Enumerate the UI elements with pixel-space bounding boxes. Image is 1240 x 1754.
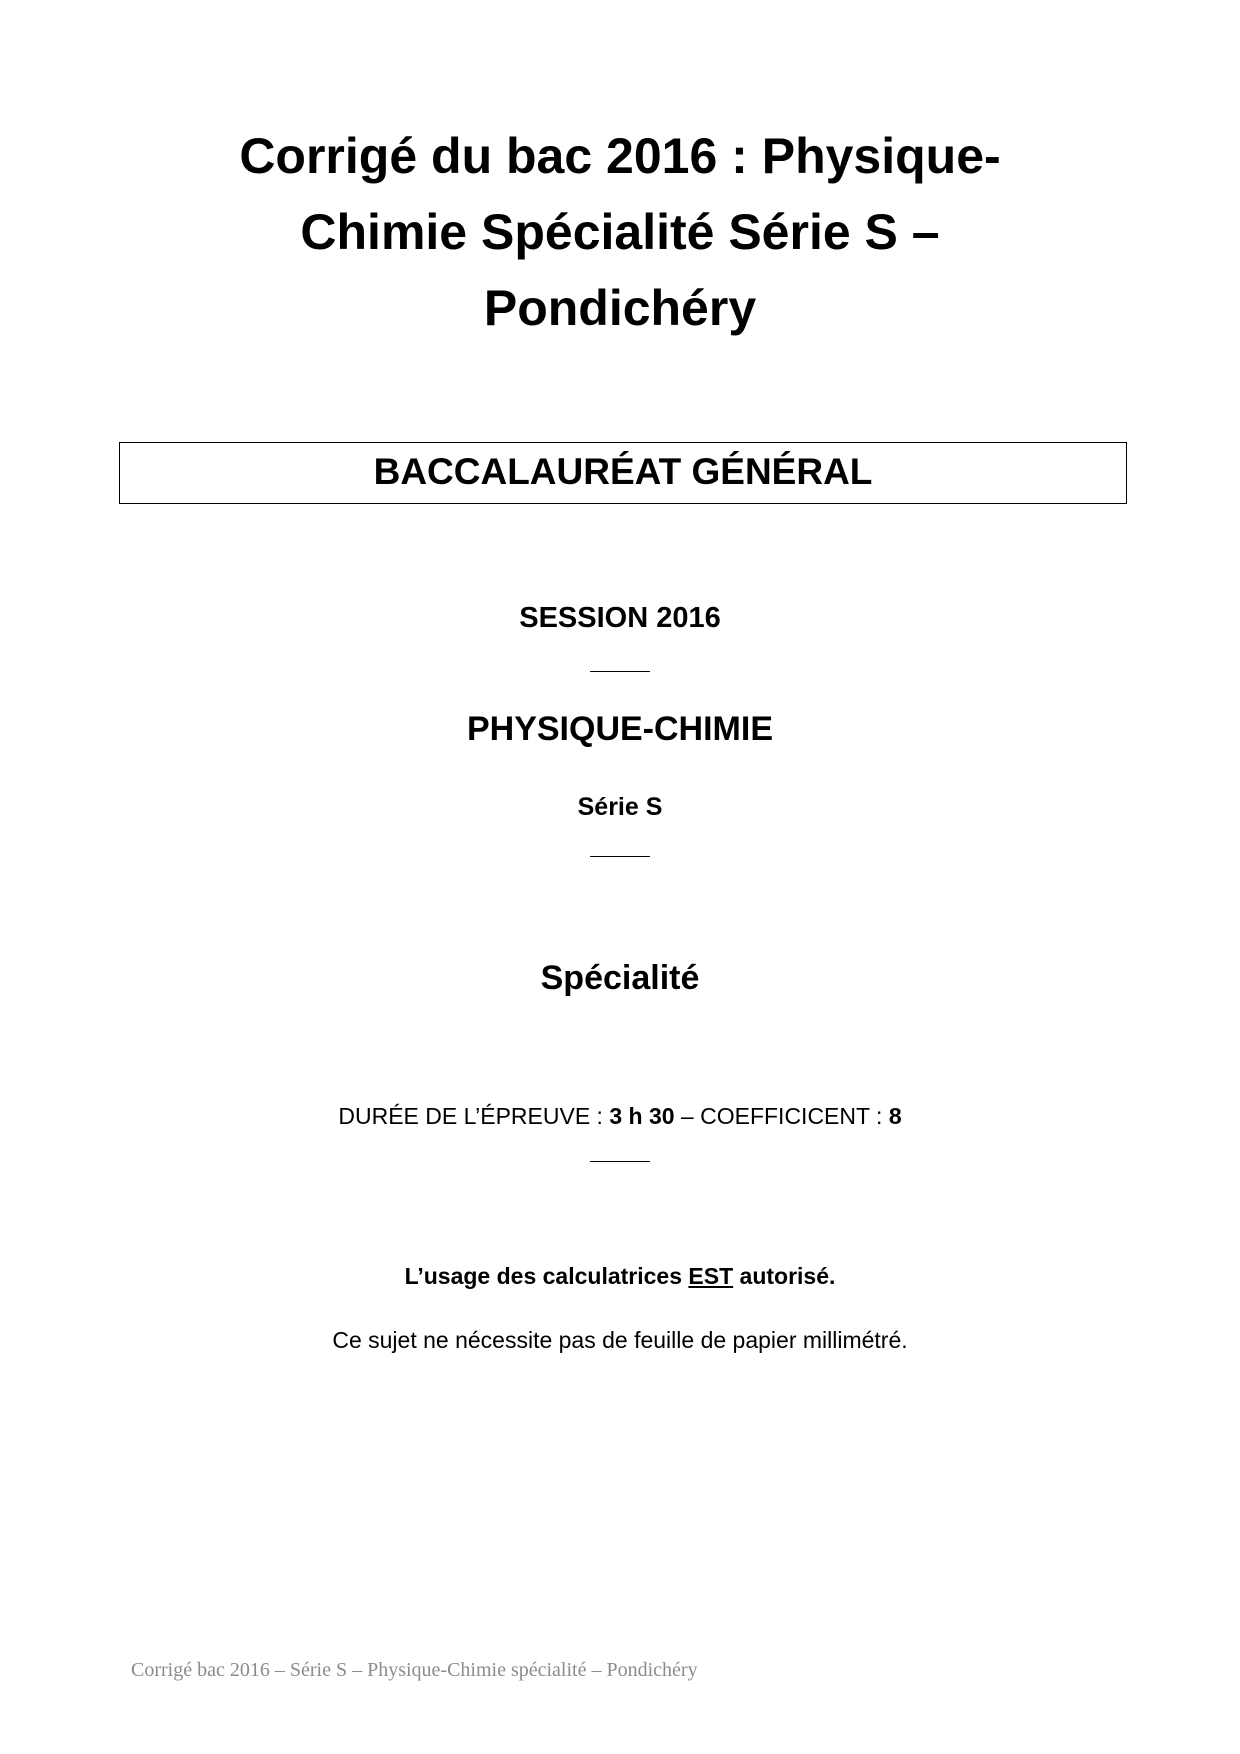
separator-rule — [590, 671, 650, 672]
separator-rule — [590, 856, 650, 857]
title-line-1: Corrigé du bac 2016 : Physique- — [239, 128, 1001, 184]
calculator-notice-emphasis: EST — [688, 1263, 734, 1289]
specialite-label: Spécialité — [540, 959, 700, 997]
separator-rule — [590, 1161, 650, 1162]
title-line-3: Pondichéry — [483, 280, 757, 336]
coefficient-label: – COEFFICICENT : — [674, 1103, 889, 1129]
page-footer: Corrigé bac 2016 – Série S – Physique-Chimie spécialité – Pondichéry — [131, 1659, 698, 1681]
coefficient-value: 8 — [888, 1103, 902, 1129]
serie-label: Série S — [577, 793, 663, 821]
document-title — [120, 118, 1120, 346]
calculator-notice-start: L’usage des calculatrices — [404, 1263, 689, 1289]
calculator-notice-end: autorisé. — [733, 1263, 836, 1289]
duration-value: 3 h 30 — [609, 1103, 675, 1129]
title-line-2: Chimie Spécialité Série S – — [300, 204, 940, 260]
duration-label: DURÉE DE L’ÉPREUVE : — [338, 1103, 610, 1129]
session-label: SESSION 2016 — [519, 602, 721, 634]
exam-banner: BACCALAURÉAT GÉNÉRAL — [119, 442, 1127, 504]
calculator-notice — [120, 1260, 1120, 1292]
subject-label: PHYSIQUE-CHIMIE — [466, 710, 774, 748]
exam-duration-line — [120, 1100, 1120, 1132]
graph-paper-notice: Ce sujet ne nécessite pas de feuille de papier millimétré. — [332, 1327, 908, 1353]
